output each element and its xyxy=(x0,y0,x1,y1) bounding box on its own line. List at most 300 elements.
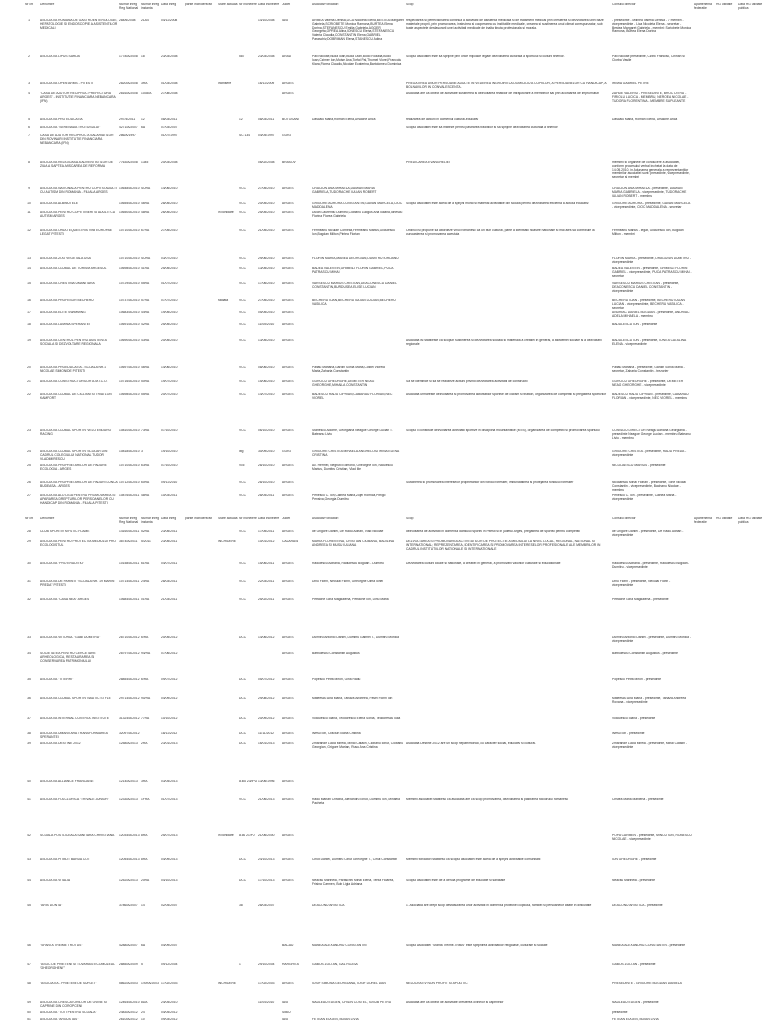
cell-denumire: ASOCIATIA UMANITARA TRANSFORMAREA SPERANTEI xyxy=(40,732,108,739)
cell-inst: 57RA xyxy=(141,299,150,302)
cell-scop: Scopul asociatiei este sa militeze pentru pastrarea traditiilor si sa sprijine dezvoltarea culturala a tinerilor xyxy=(406,126,558,129)
cell-nr: 22 xyxy=(27,393,31,396)
cell-data: 17/02/2003 xyxy=(161,982,178,985)
cell-data-inch: 15/06/2011 xyxy=(258,562,275,565)
cell-data-inch: 13/06/1996 xyxy=(258,780,275,783)
cell-data-inch: 30/09/2010 xyxy=(258,450,275,453)
cell-inst: 24 xyxy=(141,1011,145,1014)
cell-denumire: CASA DE AJUTOR RECIPROC A SALARIATILOR DIN ROVINARI INSTITUTIE FINANCIARA NEBANCARA (IFN) xyxy=(40,134,114,145)
cell-data: 04/11/2008 xyxy=(161,19,178,22)
table-row xyxy=(0,858,768,879)
cell-consiliu: Radulescu Adriana - presedinte, Radulescu Bogdan-Dumitru - vicepresedinte xyxy=(612,562,689,569)
cell-data-inch: 24/10/2013 xyxy=(258,858,275,861)
cell-denumire: ASOCIATIA CLUBUL SPORTIV NAUTIC STYLE xyxy=(40,697,111,700)
cell-scop: Asociatia urmareste dezvoltarea si promovarea activitatilor sportive de ciclism si triatlon, organizarea de competitii si pregatirea sportivilor xyxy=(406,393,607,396)
cell-consiliu: BADULESCU ION - presedinte, IONITA CATALINA ELENA - vicepresedinte xyxy=(612,339,687,346)
cell-denumire: "CASA DE AJUTOR RECIPROC PREFECTURA ARGES" - INSTITUTIE FINANCIARA NEBANCARA (IFN) xyxy=(40,92,116,103)
cell-data: 10/10/2012 xyxy=(161,717,178,720)
cell-nr-inch: VCC xyxy=(239,229,246,232)
cell-data: 20/03/2008 xyxy=(161,161,178,164)
table-header xyxy=(0,3,768,18)
table-row xyxy=(0,540,768,562)
cell-nr-inch: VCC xyxy=(239,494,246,497)
cell-asociati: FETEAN EUGEN, BOIAN LIVIA xyxy=(312,1018,359,1021)
cell-stare: inchisere xyxy=(218,82,232,85)
table-row xyxy=(0,19,768,55)
cell-nr-inch: DCC xyxy=(239,732,247,735)
cell-nr: 45 xyxy=(27,904,31,907)
cell-data: 04/09/2013 xyxy=(161,858,178,861)
cell-nr: 14 xyxy=(27,267,31,270)
cell-scop: Asociatia are ca obiect de activitate cresterea ovinelor si caprinelor xyxy=(406,1001,504,1004)
cell-asociati: GABOS ZOLTAN, GAL ROZSA xyxy=(312,963,358,966)
cell-reg: 10818/A/2010 xyxy=(119,450,140,453)
cell-consiliu: ION GHEORGHE - presedinte xyxy=(612,858,657,861)
cell-judet: ARGES xyxy=(282,780,294,783)
cell-judet: ARGES xyxy=(282,982,294,985)
cell-consiliu: Petrache Gina Magdalena - presedinte xyxy=(612,598,669,601)
cell-judet: ARGES xyxy=(282,742,294,745)
cell-reg: 5862/A/2003 xyxy=(119,982,138,985)
cell-reg: 1214/A/2013 xyxy=(119,780,138,783)
cell-asociati: Dumitru Antonio Daniel, Dumitru Gabriel T., Dumitru Monica xyxy=(312,636,399,639)
cell-asociati: Dulan Laurentiu Dumitru,Ciobanu Ludgus Ana Iuliana,Ionescu Florina Florea Gabriela xyxy=(312,211,403,218)
cell-data: 01/07/1997 xyxy=(161,134,178,137)
cell-scop: Scopul asociatiei este acela de a sprijini moral si material activitatile din scoala pentru dezvoltarea eficienta a actului educativ. xyxy=(406,202,590,205)
cell-nr: 11 xyxy=(27,211,31,214)
cell-nr: 43 xyxy=(27,858,31,861)
cell-asociati: Petrache Gina Magdalena, Petrache Ion, Dinu Maria xyxy=(312,598,389,601)
table-row xyxy=(0,55,768,82)
cell-denumire: ASOCIATIA ELITE SWIMMING xyxy=(40,311,86,314)
cell-nr: 35 xyxy=(27,678,31,681)
cell-data: 04/07/2011 xyxy=(161,562,178,565)
table-row xyxy=(0,229,768,257)
cell-reg: 1258/A/2013 xyxy=(119,742,138,745)
cell-scop: Asociatia Destine 2012 are un scop nepatrimonial, cu caracter social, educativ si cultural. xyxy=(406,742,536,745)
cell-consiliu: FETEAN EUGEN, BOIAN LIVIA xyxy=(612,1018,659,1021)
cell-consiliu: Pall Nicolae presedinte, Czink Francisc, Chirian si Ciorba Vasile xyxy=(612,55,685,62)
cell-data-inch: 27/05/2010 xyxy=(258,299,275,302)
cell-consiliu: CRACIUN ANA MIHAELA - presedinte, DAMIAN MARIA GABRIELA - vicepresedinte, TUDORACHE IULIAN ROBERT - membru xyxy=(612,187,687,198)
cell-data: 01/03/2008 xyxy=(161,82,178,85)
cell-nr: 21 xyxy=(27,380,31,383)
cell-nr-inch: DCC xyxy=(239,717,247,720)
cell-asociati: Stanescu Adome, Georgiana Neagoe George Lucian T. Bateanu Liviu xyxy=(312,429,393,436)
cell-asociati: BECHERU IOAN,BECHERU IULIAN LUCIAN,BECHERU VASILICA xyxy=(312,299,396,306)
cell-consiliu: - presedinte - Milinea Valeria Denisa - 7 membri - vicepresedinte - Lica Nicoleta Elena - secretar - Bestea Margaret Gabriela - membri: Scriobete Monica Ramona, Burtea Elena Dorina xyxy=(612,19,691,34)
cell-nr: 20 xyxy=(27,366,31,369)
table-header xyxy=(0,517,768,529)
cell-asociati: FLORIN MARIA,MANEA DEORGIAN,DUMITRU IORDANU xyxy=(312,257,399,260)
cell-reg: 286/A/1997 xyxy=(119,134,136,137)
cell-inst: 90/RA xyxy=(141,697,151,700)
cell-nr-inch: VCC xyxy=(239,187,246,190)
cell-data-inch: 28/10/2010 xyxy=(258,464,275,467)
table-row xyxy=(0,717,768,732)
cell-denumire: ASOCIATIA PENTRU COPII TINERI SI ADULTI CU AUTISM ARGES xyxy=(40,211,116,218)
cell-asociati: ARMEA Valeria Denisa,LICA Nicoleta Elena,BESTEA Margaret Gabriela,SCRIOBETE Monica Ramona,BURTEA Elena Dorina,STEFANESCU Emilia Gabriela,AGGER Georgeta,OPREA Alina,IONESCU Elena,STEFANESCU Valeria Claudia,CONSTANTIN Elena,GABRIEL Paraschiv,DOBRIMAN Elena,STANESCU Adina xyxy=(312,19,404,41)
table-row xyxy=(0,82,768,92)
cell-judet: ARAD xyxy=(282,55,292,58)
cell-data-inch: 21/06/2000 xyxy=(258,834,275,837)
cell-consiliu: Penescu C. Ion - presedinte, Cainea Maria - vicepresedinte xyxy=(612,494,677,501)
cell-judet: ARGES xyxy=(282,323,294,326)
cell-scop: Membrii fondatori stabilesc ca scopul asociatiei este acela de a sprijini activitatile comunitatii xyxy=(406,858,541,861)
cell-denumire: SOCIETATEA PENTRU CERCETARE ARHEOLOGICA, RESTAURAREA SI CONSERVAREA PATRIMONIULUI xyxy=(40,652,96,663)
cell-judet: ARGES xyxy=(282,798,294,801)
cell-nr: 1 xyxy=(28,19,30,22)
table-row xyxy=(0,1011,768,1018)
table-row xyxy=(0,904,768,944)
cell-judet: ARGES xyxy=(282,229,294,232)
cell-judet: ARGES xyxy=(282,211,294,214)
cell-denumire: "SFANTA TREIME TROTUS" xyxy=(40,944,83,947)
cell-data-inch: 11/11/2012 xyxy=(258,732,275,735)
cell-reg: 1778/A/2008 xyxy=(119,55,138,58)
cell-scop: Scopul il constituie dezvoltarea activitatii sportive in disciplina mountainbike (MTB), organizarea de competitii si promovarea sportului xyxy=(406,429,600,432)
cell-consiliu: BADESCU RADU CIPRIAN - presedinte, CABARAU FLORIAN - vicepresedinte, NEC VIOREL - membru xyxy=(612,393,689,400)
cell-scop: respectarea si perfectionarea continua a activitatii de asistenta medicala si de tratament medical prin cresterea si dezvoltarea unei baze materiale proprii, prin promovarea, instruirea si cooperarea cu institutiile medicale, crearea si sustinerea unui climat corespunzator, sub toate aspectele desfasurarii unei activitati medicale de inalta tinuta profesionala si morala. xyxy=(406,19,604,30)
cell-asociati: Zmarande Lucia Mirela, Mihai Catalin, Ciobanu Ionut, Ciobanu Georgian, Grigore Marian, Rusu Ana Cristina xyxy=(312,742,404,749)
cell-judet: ARGES xyxy=(282,562,294,565)
cell-inst: 55RA xyxy=(141,282,150,285)
cell-nr-inch: VCC xyxy=(239,598,246,601)
cell-denumire: ASOCIATIA LIPUS SARDA xyxy=(40,55,80,58)
cell-scop: Membrii asociatiei stabilesc ca asociatia are ca scop promovarea, dezvoltarea si pastrarea folclorului romanesc xyxy=(406,798,569,801)
cell-denumire: "ARIS DONTA" xyxy=(40,904,63,907)
cell-consiliu: Paltau Mariana - presedinte, Gardin Sonia Maria - secretar, Zaharia Constantin - trezorier xyxy=(612,366,685,373)
cell-data: 24/04/2010 xyxy=(161,1001,178,1004)
cell-data-inch: 22/03/2011 xyxy=(258,580,275,583)
cell-consiliu: BECHERU IOAN - presedinte, BECHERU IULIAN LUCIAN - vicepresedinte, BECHERU VASILICA - secretar xyxy=(612,299,685,310)
cell-asociati: Radu Marian Cristina, Alexandru Ionut, Dumitru Ion, Mihaela Pacheta xyxy=(312,798,400,805)
cell-denumire: ASOCIATIA DESTINE 2012 xyxy=(40,742,81,745)
cell-judet: ARGES xyxy=(282,834,294,837)
cell-asociati: VARSESCU MARIUS CRISTIAN,DEACONESCU DANIEL CONSTANTIN,BURDUSEA ELISE LUCIAN xyxy=(312,282,397,289)
cell-data: 20/07/2010 xyxy=(161,393,178,396)
cell-data-inch: 04/04/1997 xyxy=(258,134,275,137)
cell-inst: 3RA xyxy=(141,82,148,85)
cell-inst: 8RA xyxy=(141,858,148,861)
cell-judet: ARGES xyxy=(282,393,294,396)
cell-reg: 10729/A/2010 xyxy=(119,282,140,285)
cell-nr: 39 xyxy=(27,742,31,745)
cell-denumire: ASOCIATIA PRO EDUCATIA xyxy=(40,118,83,121)
cell-nr-inch: DCC xyxy=(239,879,247,882)
cell-data: 01/07/2010 xyxy=(161,282,178,285)
cell-nr: 30 xyxy=(27,562,31,565)
cell-judet: ARGES xyxy=(282,282,294,285)
cell-data: 27/08/2008 xyxy=(161,92,178,95)
cell-nr: 23 xyxy=(27,429,31,432)
cell-data-inch: 14/06/2012 xyxy=(258,636,275,639)
cell-nr-inch: VCC xyxy=(239,211,246,214)
header-inst: Numar inreg instanta xyxy=(141,3,160,10)
cell-data: 08/03/2011 xyxy=(161,118,178,121)
cell-inst: 21A4 xyxy=(141,19,149,22)
cell-judet: ARGES xyxy=(282,187,294,190)
cell-data: 02/04/2007 xyxy=(161,904,178,907)
cell-reg: 10710/A/2010 xyxy=(119,257,140,260)
cell-asociati: NADLEAU EUGEN, CHILIN COSTEL, IOSUB PETRU xyxy=(312,1001,392,1004)
cell-consiliu: DEACONU ARISTICA - presedinte xyxy=(612,904,663,907)
cell-nr-inch: VCC xyxy=(239,530,246,533)
cell-nr: 12 xyxy=(27,229,31,232)
cell-judet: ARGES xyxy=(282,311,294,314)
cell-inst: 46RA xyxy=(141,366,150,369)
cell-data-inch: 23/03/2008 xyxy=(258,55,275,58)
cell-data-inch: 10/01/2012 xyxy=(258,540,275,543)
cell-nr-inch: SC 134 xyxy=(239,134,250,137)
cell-data-inch: 21/06/2013 xyxy=(258,798,275,801)
cell-reg: 10697/A/2010 xyxy=(119,366,140,369)
cell-denumire: ASOCIATIA VIITORUL "GABI DUMITRU" xyxy=(40,636,101,639)
cell-inst: 1/SRA/2003 xyxy=(141,982,159,985)
cell-asociati: CRACIUN ANA MIHAELA,DAMIAN MARIA GABRIELA,TUDORACHE IULIAN ROBERT xyxy=(312,187,377,194)
cell-inst: 24RA xyxy=(141,580,150,583)
cell-nr: 18 xyxy=(27,323,31,326)
cell-consiliu: Voiculescu Ioana - presedinte xyxy=(612,717,656,720)
cell-denumire: ASOCIATIA "TITERRI" xyxy=(40,678,74,681)
table-row xyxy=(0,187,768,202)
header-data-hg: Data HG utilitate publica xyxy=(738,517,763,524)
cell-nr: 46 xyxy=(27,944,31,947)
cell-denumire: ASOCIATIA PITBOT BARDA COT xyxy=(40,858,90,861)
header-asociati: Asociati/Fondatori xyxy=(312,517,339,520)
header-reg: Numar inreg Reg National xyxy=(119,3,139,10)
cell-data: 09/12/2004 xyxy=(161,963,178,966)
cell-nr-inch: Vcc xyxy=(239,464,245,467)
cell-inst: 6/RA xyxy=(141,678,149,681)
cell-reg: 10691/A/2010 xyxy=(119,323,140,326)
cell-inst: 94/RA xyxy=(141,652,151,655)
cell-nr: 6 xyxy=(28,126,30,129)
cell-denumire: ASOCIATIA VITALIA xyxy=(40,879,71,882)
cell-data: 09/03/2012 xyxy=(161,1018,178,1021)
cell-asociati: Neacsu Marinela, Paraschiv Mihai Elena, Tenta Floarea, Frisina Carmen, Bob Ligia Adriana xyxy=(312,879,395,886)
cell-data: 28/03/2011 xyxy=(161,580,178,583)
table-row xyxy=(0,118,768,126)
cell-reg: 4288/A/2007 xyxy=(119,944,138,947)
cell-asociati: MANEA ALEXANDRU CONSTANTIN xyxy=(312,944,367,947)
header-denumire: Denumire xyxy=(40,517,55,520)
cell-denumire: ASOCIATIA ALLIANCE FRANCAISE xyxy=(40,780,94,783)
cell-denumire: ASOCIATIA NATIONALA PENTRU COPII SI ADULTI CU AUTISM DIN ROMANIA - FILIALA ARGES xyxy=(40,187,117,194)
cell-inst: 5 xyxy=(141,963,143,966)
cell-denumire: ASOCIATIA "SERENADA TROTUSULUI" xyxy=(40,126,101,129)
cell-reg: 2610/A/2012 xyxy=(119,1018,138,1021)
cell-reg: 297/4/2011 xyxy=(119,118,136,121)
cell-nr-inch: DCC xyxy=(239,742,247,745)
cell-judet: ARGES xyxy=(282,92,294,95)
table-row xyxy=(0,380,768,393)
table-row xyxy=(0,562,768,580)
cell-consiliu: Dinu Florin - presedinte, Neculai Florin - vicepresedinte xyxy=(612,580,671,587)
cell-data-inch: 11/04/2010 xyxy=(258,1001,275,1004)
cell-data-inch: 13/05/2010 xyxy=(258,267,275,270)
cell-inst: 43RA xyxy=(141,339,150,342)
cell-data: 04/10/2013 xyxy=(161,879,178,882)
cell-inst: 46RA xyxy=(141,202,150,205)
cell-nr: 37 xyxy=(27,717,31,720)
cell-consiliu: BADULESCU ION - presedinte xyxy=(612,323,658,326)
cell-nr-inch: VCC xyxy=(239,323,246,326)
cell-reg: 12464/A/2010 xyxy=(119,1001,140,1004)
cell-reg: 7763/A/2008 xyxy=(119,161,138,164)
cell-reg: 28797/A/2012 xyxy=(119,652,140,655)
cell-stare: in lichidare xyxy=(218,211,234,214)
table-row xyxy=(0,282,768,299)
cell-reg: 12054/A/2013 xyxy=(119,858,140,861)
cell-nr-inch: VCC xyxy=(239,257,246,260)
cell-asociati: IOSIF SIMONA GEORGIANA, IOSIF DOREL DAN xyxy=(312,982,386,985)
cell-data: 04/09/2012 xyxy=(161,697,178,700)
table-row xyxy=(0,834,768,858)
cell-reg: 10698/A/2010 xyxy=(119,267,140,270)
cell-data-inch: 28/03/2007 xyxy=(258,904,275,907)
cell-nr: 50 xyxy=(27,1011,31,1014)
cell-scop: Scopul asociatiei este sa sprijine prin orice mijloace legale dezvoltarea culturala a sportului si culturii tinerilor. xyxy=(406,55,565,58)
cell-nr: 31 xyxy=(27,580,31,583)
cell-denumire: ASOCIATIA PROPRIETARILOR DE PADURI LUNCA BUDEASA - ARGES xyxy=(40,481,118,488)
cell-denumire: ASOCIATIA ALO LIGA PENTRU PROMOVAREA SI APARAREA DREPTURILOR PERSOANELOR CU HANDICAP DIN ROMANIA - FILIALA PITESTI xyxy=(40,494,116,505)
header-scop: Scop xyxy=(406,3,414,6)
cell-inst: 3 xyxy=(141,450,143,453)
cell-stare: radiata xyxy=(218,299,229,302)
cell-judet: ARGES xyxy=(282,580,294,583)
cell-reg: 10710/A/2010 xyxy=(119,229,140,232)
cell-judet: GORJ xyxy=(282,450,292,453)
cell-nr: 19 xyxy=(27,339,31,342)
cell-nr-inch: lbg xyxy=(239,450,244,453)
cell-consiliu: membrii si organele de conducere a asociatiei, conform procesului verbal incheiat la data de 14.05.2010, in Adunarea generala a reprezentantilor membrilor asociatiei sunt: presedinte, vicepresedinte, secretar si membri xyxy=(612,161,690,179)
cell-asociati: Barbulescu Constantin Augustus xyxy=(312,652,360,655)
cell-inst: 2RA xyxy=(141,742,148,745)
header-reg: Numar inreg Reg National xyxy=(119,517,139,524)
cell-data-inch: 16/11/2009 xyxy=(258,82,275,85)
cell-denumire: ASOCIATIA CENTRUL PENTRU ASISTENTA SOCIALA SI DEZVOLTARE REGIONALA xyxy=(40,339,107,346)
cell-nr-inch: VCC xyxy=(239,202,246,205)
cell-data-inch: 05/05/2010 xyxy=(258,311,275,314)
cell-nr-inch: a.lcu 23/IPU xyxy=(239,780,257,783)
cell-scop: Scopul Asociatiei "Sfanta Treime-Trotus" este sprijinirea activitatilor religioase, culturale si sociale xyxy=(406,944,548,947)
cell-consiliu: GRIGORE AURORA - presedinte, GAVAN MARCELA - vicepresedinte, CIOC MADDALENA - secretar xyxy=(612,202,691,209)
cell-reg: 10158/A/2011 xyxy=(119,562,140,565)
cell-denumire: CLUB SPORTIV MYSTIC FLAME xyxy=(40,530,90,533)
cell-judet: IASI xyxy=(282,19,289,22)
header-judet: Judet xyxy=(282,3,291,6)
cell-nr: 27 xyxy=(27,494,31,497)
cell-asociati: GRIGORE CRISTEA MIHAELA ANGHELOIU IRINA ELENA CRISTINA xyxy=(312,450,400,457)
cell-nr: 51 xyxy=(27,1018,31,1021)
cell-judet: ARGES xyxy=(282,82,294,85)
cell-reg: 2483/A/2012 xyxy=(119,1011,138,1014)
cell-judet: ARGES xyxy=(282,530,294,533)
cell-judet: BOTOSANI xyxy=(282,118,299,121)
cell-nr-inch: a.cu 21/PJ xyxy=(239,834,255,837)
cell-denumire: ASOCIATIA ZOO VEGETALA USA xyxy=(40,257,91,260)
cell-nr-inch: VCC xyxy=(239,267,246,270)
cell-nr-inch: DCC xyxy=(239,678,247,681)
cell-consiliu: PRESEDINTE - GRIGORE BOGDAN DANIELA xyxy=(612,982,682,985)
header-asociati: Asociati/Fondatori xyxy=(312,3,339,6)
cell-inst: 41RA xyxy=(141,267,150,270)
cell-nr: 4 xyxy=(28,92,30,95)
cell-reg: 28710/A/2012 xyxy=(119,636,140,639)
cell-nr: 38 xyxy=(27,732,31,735)
cell-denumire: ASOCIATIA LUMINA SPERANTEI xyxy=(40,323,90,326)
cell-consiliu: presedinte xyxy=(612,1011,628,1014)
cell-data: 28/05/2010 xyxy=(161,202,178,205)
cell-judet: ARGES xyxy=(282,429,294,432)
cell-asociati: GOROCU GHEORGHE,DEMETER NEAG GHEORGHE,MIHAILA CONSTANTIN xyxy=(312,380,375,387)
cell-denumire: ASOCIATIA PENTRU PROTECTIA MEDIULUI PRO ECOLOGISTUL xyxy=(40,540,116,547)
header-data-inch: Data incheiere xyxy=(258,3,280,6)
cell-inst: 8RA xyxy=(141,834,148,837)
table-row xyxy=(0,598,768,636)
cell-nr-inch: VCC xyxy=(239,429,246,432)
cell-inst: 50RA xyxy=(141,380,150,383)
table-row xyxy=(0,636,768,652)
cell-denumire: ASOCIATIA CRESTINA UMANITARA xyxy=(40,282,95,285)
table-row xyxy=(0,311,768,323)
cell-judet: ARGES xyxy=(282,697,294,700)
cell-consiliu: Cristea Maria Marilena - presedinte xyxy=(612,798,664,801)
cell-consiliu: Neacsu Marinela - presedinte xyxy=(612,879,656,882)
cell-data: 23/01/2013 xyxy=(161,742,178,745)
cell-data: 03/07/2010 xyxy=(161,257,178,260)
cell-inst: 20RA xyxy=(141,879,150,882)
table-row xyxy=(0,798,768,834)
table-row xyxy=(0,494,768,514)
cell-judet: HARGHITA xyxy=(282,963,299,966)
cell-reg: 10655/A/2010 xyxy=(119,202,140,205)
cell-consiliu: Dumitru Antonio Daniel - presedinte, Dumitru Monica - vicepresedinte xyxy=(612,636,691,643)
header-inst: Numar inreg instanta xyxy=(141,517,160,524)
cell-scop: dezvoltarea de activitati in domeniul dansului sportiv in Pitesti si in judetul Arges, pregatirea de sportivi pentru competitii xyxy=(406,530,580,533)
cell-nr: 9 xyxy=(28,187,30,190)
cell-inst: 18 xyxy=(141,55,145,58)
cell-denumire: ASOCIATIA DE PARINTI "SCOALA NR. 19 MARIN PREDA" PITESTI xyxy=(40,580,115,587)
cell-judet: ARGES xyxy=(282,339,294,342)
cell-nr: 25 xyxy=(27,464,31,467)
cell-consiliu: Mateescu Ana Maria - presedinte, Tanaza Andreea Roxana - vicepresedinte xyxy=(612,697,686,704)
cell-data-inch: 28/10/2010 xyxy=(258,481,275,484)
cell-reg: 1233/A/2013 xyxy=(119,798,138,801)
cell-consiliu: de Grigore Daniel - presedinte, De Radu Adrian - vicepresedinte xyxy=(612,530,684,537)
cell-nr-inch: VCC xyxy=(239,282,246,285)
cell-consiliu: MANEA ALEXANDRU-CONSTANTIN - presedinte xyxy=(612,944,686,947)
cell-data: 21/03/2011 xyxy=(161,598,178,601)
cell-reg: 4271/A/2007 xyxy=(119,126,138,129)
cell-nr-inch: 38 xyxy=(239,904,243,907)
cell-judet: ARGES xyxy=(282,380,294,383)
cell-reg: 29714/A/2012 xyxy=(119,697,140,700)
cell-data-inch: 17/02/2003 xyxy=(258,982,275,985)
table-row xyxy=(0,652,768,678)
cell-consiliu: Popescu Petra Miron - presedinte xyxy=(612,678,662,681)
cell-judet: ARGES xyxy=(282,257,294,260)
table-row xyxy=(0,1001,768,1011)
cell-nr: 13 xyxy=(27,257,31,260)
cell-denumire: ASOCIATIA CLUBUL DE CICLISM SI TRIATLON KAMFORT xyxy=(40,393,112,400)
cell-judet: ARGES xyxy=(282,267,294,270)
table-row xyxy=(0,257,768,267)
cell-data-inch: 17/06/2010 xyxy=(258,282,275,285)
cell-nr: 15 xyxy=(27,282,31,285)
header-consiliu: Consiliu director xyxy=(612,517,636,520)
